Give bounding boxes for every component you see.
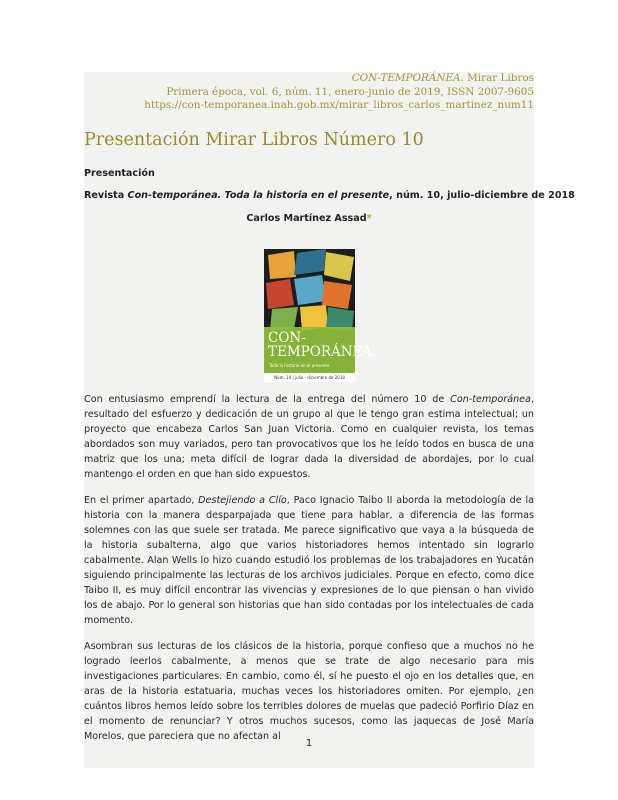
running-header xyxy=(144,72,534,113)
article-body xyxy=(84,392,534,755)
author-footnote-link[interactable]: * xyxy=(366,213,372,224)
paragraph-emphasis: Destejiendo a Clío xyxy=(198,495,287,506)
page-number: 1 xyxy=(305,738,313,749)
citation-suffix: , núm. 10, julio-diciembre de 2018 xyxy=(389,190,575,201)
paragraph xyxy=(84,392,534,482)
cover-issue-band: Núm. 10 | julio - diciembre de 2018 xyxy=(264,373,355,382)
header-issue: Primera época, vol. 6, núm. 11, enero-junio de 2019, ISSN 2007-9605 xyxy=(166,85,534,98)
document-page xyxy=(84,72,575,768)
author-line xyxy=(84,213,534,224)
page-title: Presentación Mirar Libros Número 10 xyxy=(84,130,424,150)
header-journal-line xyxy=(144,72,534,86)
magazine-cover-image xyxy=(264,249,377,382)
paragraph-text: En el primer apartado, xyxy=(84,495,199,506)
header-url[interactable]: https://con-temporanea.inah.gob.mx/mirar_libros_carlos_martinez_num11 xyxy=(144,99,534,111)
paragraph xyxy=(84,493,534,628)
section-label: Presentación xyxy=(84,168,155,179)
header-section: . Mirar Libros xyxy=(460,72,534,84)
journal-citation xyxy=(84,190,575,201)
paragraph-text: Con entusiasmo emprendí la lectura de la entrega del número 10 de xyxy=(84,394,451,405)
citation-prefix: Revista xyxy=(84,190,128,201)
paragraph-text: , resultado del esfuerzo y dedicación de un grupo al que le tengo gran estima intelectual; un proyecto que encabeza Carlos San Juan Victoria. Como en cualquier revista, los temas abordados son muy variados, pero tan provocativos que los he leído todos en busca de una matriz que los una; meta difícil de lograr dada la diversidad de abordajes, por lo cual mantengo el orden en que han sido expuestos. xyxy=(84,394,534,480)
author-name: Carlos Martínez Assad xyxy=(246,213,367,224)
paragraph-text: , Paco Ignacio Taibo II aborda la metodología de la historia con la manera desparpajada que tiene para hablar, a diferencia de las formas solemnes con las que suele ser tratada. Me parece significativo que vaya a la búsqueda de la historia subalterna, algo que varios historiadores hemos intentado sin lograrlo cabalmente. Alan Wells lo hizo cuando estudió los problemas de los trabajadores en Yucatán siguiendo principalmente las lecturas de los archivos judiciales. Porque en efecto, como dice Taibo II, es muy difícil encontrar las vivencias y expresiones de lo que piensan o han vivido los de abajo. Por lo general son historias que han sido contadas por los intelectuales de cada momento. xyxy=(84,495,534,626)
citation-journal-name: Con-temporánea. Toda la historia en el presente xyxy=(127,190,390,201)
paragraph-emphasis: Con-temporánea xyxy=(450,394,531,405)
cover-brand xyxy=(268,331,376,359)
paragraph xyxy=(84,639,534,744)
cover-brand-line2: TEMPORÁNEA. xyxy=(268,344,377,360)
paragraph-text: Asombran sus lecturas de los clásicos de la historia, porque confieso que a muchos no he logrado leerlos cabalmente, a menos que se trate de algo necesario para mis investigaciones particulares. En cambio, como él, sí he puesto el ojo en los detalles que, en aras de la historia estatuaria, muchas veces los historiadores omiten. Por ejemplo, ¿en cuántos libros hemos leído sobre los terribles dolores de muelas que padeció Porfirio Díaz en el momento de renunciar? Y otros muchos sucesos, como las jaquecas de José María Morelos, que pareciera que no afectan al xyxy=(84,641,534,742)
cover-subtitle: Toda la historia en el presente xyxy=(269,363,330,368)
cover-brand-line1: CON- xyxy=(268,330,306,346)
journal-name: CON-TEMPORÁNEA xyxy=(351,72,461,84)
